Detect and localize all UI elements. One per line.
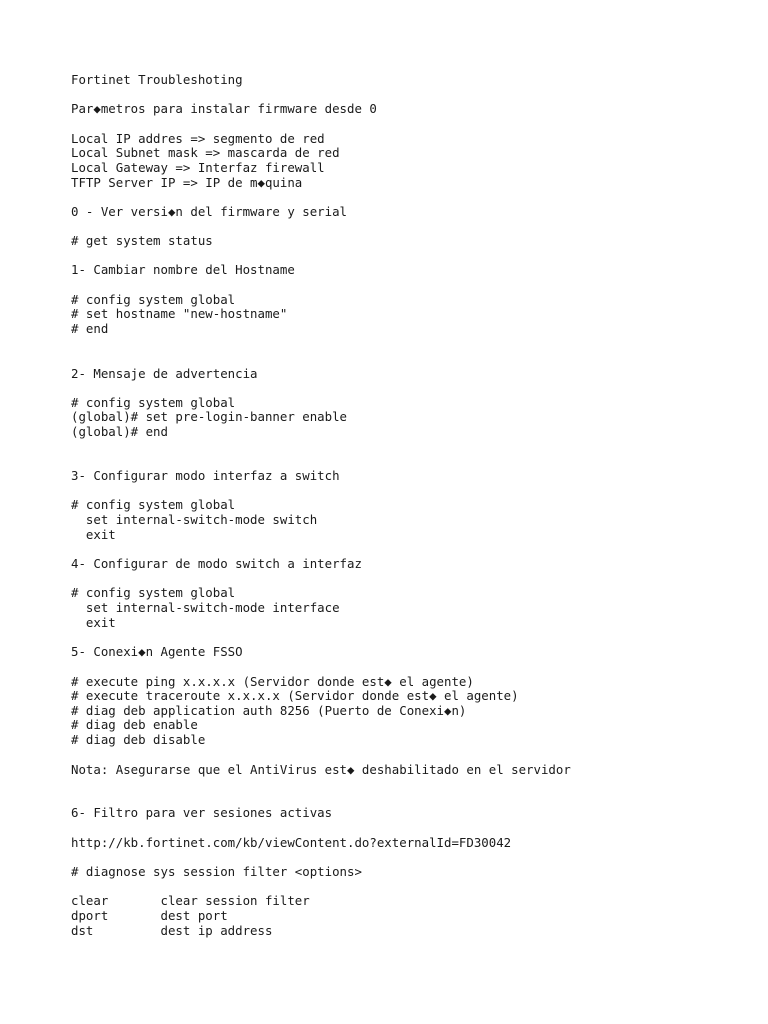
- section-heading: 1- Cambiar nombre del Hostname: [71, 262, 295, 277]
- section-heading: 4- Configurar de modo switch a interfaz: [71, 556, 362, 571]
- text-line: Local Subnet mask => mascarda de red: [71, 145, 340, 160]
- section-heading: 5- Conexi◆n Agente FSSO: [71, 644, 243, 659]
- text-line: Local IP addres => segmento de red: [71, 131, 325, 146]
- section-heading: 2- Mensaje de advertencia: [71, 366, 258, 381]
- option-row: clear clear session filter: [71, 893, 310, 908]
- text-line: TFTP Server IP => IP de m◆quina: [71, 175, 303, 190]
- note-text: Nota: Asegurarse que el AntiVirus est◆ deshabilitado en el servidor: [71, 762, 571, 777]
- document-title: Fortinet Troubleshoting: [71, 72, 243, 87]
- section-heading: Par◆metros para instalar firmware desde 0: [71, 101, 377, 116]
- text-line: Local Gateway => Interfaz firewall: [71, 160, 325, 175]
- command-line: # config system global: [71, 395, 236, 410]
- command-line: # config system global: [71, 585, 236, 600]
- command-line: # set hostname "new-hostname": [71, 306, 288, 321]
- command-line: # diag deb application auth 8256 (Puerto de Conexi◆n): [71, 703, 467, 718]
- command-line: # diagnose sys session filter <options>: [71, 864, 362, 879]
- command-line: (global)# set pre-login-banner enable: [71, 409, 348, 424]
- command-line: # diag deb disable: [71, 732, 206, 747]
- command-line: # execute ping x.x.x.x (Servidor donde est◆ el agente): [71, 674, 474, 689]
- command-line: # execute traceroute x.x.x.x (Servidor donde est◆ el agente): [71, 688, 519, 703]
- command-line: # config system global: [71, 497, 236, 512]
- reference-url: http://kb.fortinet.com/kb/viewContent.do?externalId=FD30042: [71, 835, 512, 850]
- command-line: # end: [71, 321, 109, 336]
- section-heading: 3- Configurar modo interfaz a switch: [71, 468, 340, 483]
- section-heading: 6- Filtro para ver sesiones activas: [71, 805, 333, 820]
- option-row: dport dest port: [71, 908, 228, 923]
- command-line: exit: [71, 527, 116, 542]
- command-line: exit: [71, 615, 116, 630]
- command-line: set internal-switch-mode switch: [71, 512, 318, 527]
- command-line: # get system status: [71, 233, 213, 248]
- command-line: # diag deb enable: [71, 717, 198, 732]
- section-heading: 0 - Ver versi◆n del firmware y serial: [71, 204, 348, 219]
- command-line: set internal-switch-mode interface: [71, 600, 340, 615]
- command-line: # config system global: [71, 292, 236, 307]
- command-line: (global)# end: [71, 424, 168, 439]
- option-row: dst dest ip address: [71, 923, 273, 938]
